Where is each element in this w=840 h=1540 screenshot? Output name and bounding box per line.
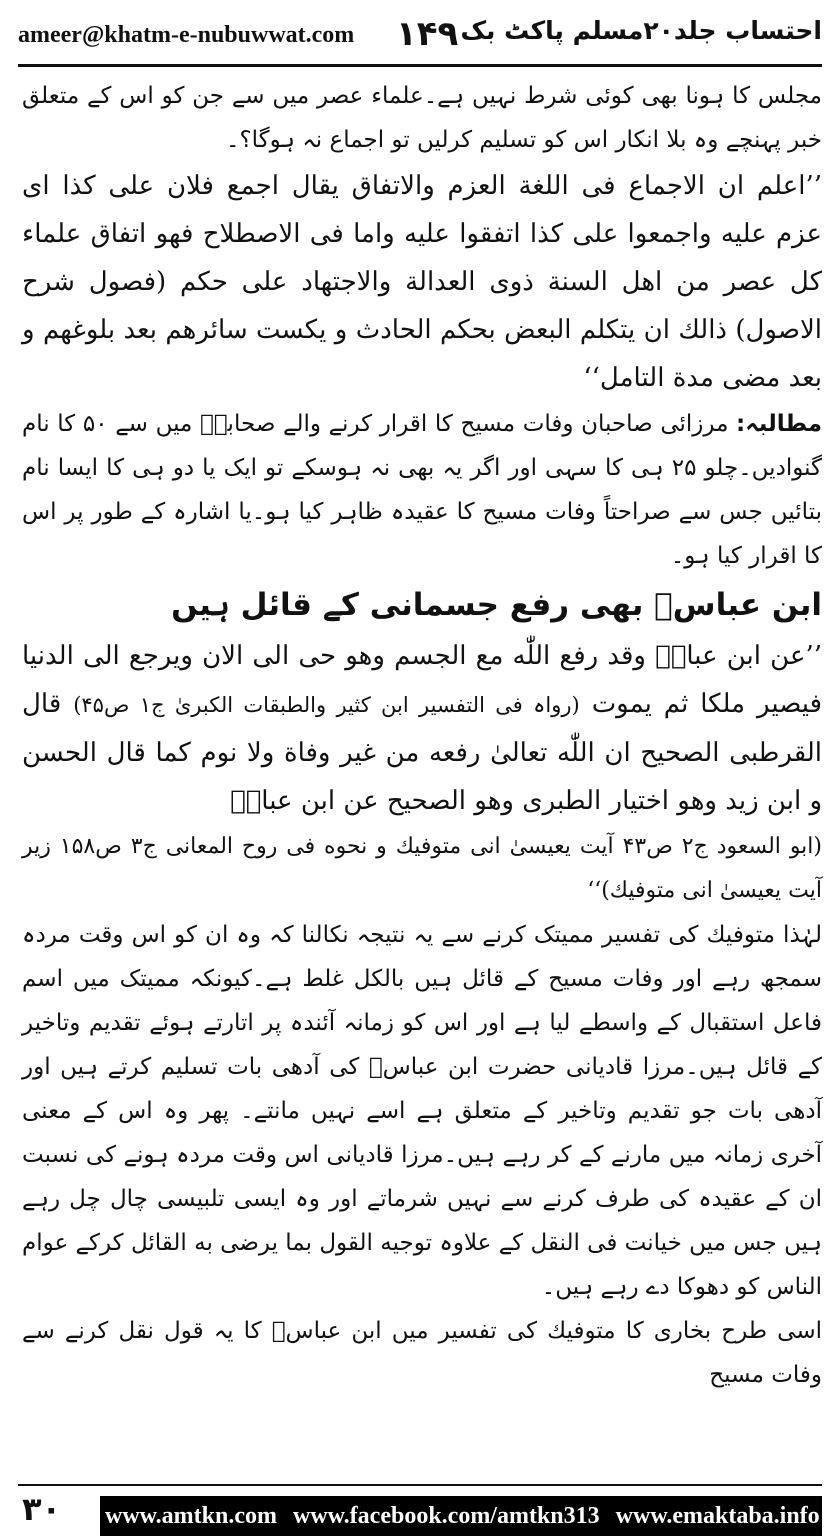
header-page-number: ۱۴۹ — [396, 14, 459, 54]
header-divider — [18, 64, 822, 67]
page-header — [18, 12, 822, 64]
footer-link-facebook[interactable]: www.facebook.com/amtkn313 — [293, 1503, 600, 1529]
demand-label: مطالبہ: — [736, 411, 823, 437]
footer-divider — [18, 1484, 822, 1486]
footer-link-emaktaba[interactable]: www.emaktaba.info — [615, 1503, 820, 1529]
header-email: ameer@khatm-e-nubuwwat.com — [18, 22, 355, 48]
header-book-title: احتساب جلد۲۰مسلم پاکٹ بک — [460, 16, 822, 45]
arabic-quote-ibn-abbas — [22, 632, 822, 825]
page-body — [22, 74, 822, 1397]
paragraph-bukhari: اسی طرح بخاری کا متوفیك کی تفسیر میں ابن عباسؓ کا یہ قول نقل کرنے سے وفات مسیح — [22, 1318, 822, 1388]
ibn-abbas-quote: ’’عن ابن عباسؓ وقد رفع اللّٰه مع الجسم وهو حی الی الان ویرجع الی الدنیا فیصیر ملکا ثم یموت — [22, 641, 823, 719]
footer-link-amtkn[interactable]: www.amtkn.com — [105, 1503, 277, 1529]
section-heading: ابن عباسؓ بھی رفع جسمانی کے قائل ہیں — [171, 587, 822, 623]
footer-links-bar — [100, 1496, 822, 1536]
demand-text: مرزائی صاحبان وفات مسیح کا اقرار کرنے والے صحابہؓ میں سے ۵۰ کا نام گنوادیں۔چلو ۲۵ ہی کا سہی اور اگر یہ بھی نہ ہوسکے تو ایک یا دو ہی کا ایسا نام بتائیں جس سے صراحتاً وفات مسیح کا عقیدہ ظاہر کیا ہو۔یا اشارہ کے طور پر اس کا اقرار کیا ہو۔ — [22, 411, 822, 569]
qurtubi-quote: قال القرطبی الصحیح ان اللّٰه تعالیٰ رفعه من غیر وفاة ولا نوم کما قال الحسن و ابن زید وهو اختیار الطبری وهو الصحیح عن ابن عباسؓ — [22, 689, 822, 816]
footer-page-number: ۳۰ — [22, 1490, 62, 1528]
arabic-quote-ijma: ’’اعلم ان الاجماع فی اللغة العزم والاتفاق یقال اجمع فلان علی کذا ای عزم علیه واجمعوا علی کذا اتفقوا علیه واما فی الاصطلاح فهو اتفاق علماء کل عصر من اهل السنة ذوی العدالة والاجتهاد علی حکم (فصول شرح الاصول) ذالك ان یتکلم البعض بحکم الحادث و یکست سائرهم بعد بلوغهم و بعد مضی مدة التامل‘‘ — [22, 171, 822, 393]
paragraph-ijma-question: مجلس کا ہونا بھی کوئی شرط نہیں ہے۔علماء عصر میں سے جن کو اس کے متعلق خبر پہنچے وہ بلا انکار اس کو تسلیم کرلیں تو اجماع نہ ہوگا؟۔ — [22, 83, 822, 153]
paragraph-demand — [22, 402, 822, 578]
reference-abu-saud: (ابو السعود ج۲ ص۴۳ آیت یعیسیٰ انی متوفیك و نحوه فی روح المعانی ج۳ ص۱۵۸ زیر آیت یعیسیٰ انی متوفیك)‘‘ — [22, 834, 822, 903]
paragraph-conclusion: لہٰذا متوفیك کی تفسیر ممیتک کرنے سے یہ نتیجہ نکالنا کہ وہ ان کو اس وقت مردہ سمجھ رہے اور وفات مسیح کے قائل ہیں بالکل غلط ہے۔کیونکہ ممیتک میں اسم فاعل استقبال کے واسطے لیا ہے اور اس کو زمانہ آئندہ پر اتارتے ہوئے تقدیم وتاخیر کے قائل ہیں۔مرزا قادیانی حضرت ابن عباسؓ کی آدھی بات تسلیم کرتے ہیں اور آدھی بات جو تقدیم وتاخیر کے متعلق ہے اسے نہیں مانتے۔ پھر وہ اس کے معنی آخری زمانہ میں مارنے کے کر رہے ہیں۔مرزا قادیانی اس وقت مردہ ہونے کی نسبت ان کے عقیدہ کی طرف کرنے سے نہیں شرماتے اور وہ ایسی تلبیسی چال چل رہے ہیں جس میں خیانت فی النقل کے علاوہ توجیه القول بما یرضی به القائل کرکے عوام الناس کو دھوکا دے رہے ہیں۔ — [22, 922, 822, 1300]
reference-ibn-kathir: (رواہ فی التفسیر ابن کثیر والطبقات الکبریٰ ج۱ ص۴۵) — [73, 693, 580, 717]
